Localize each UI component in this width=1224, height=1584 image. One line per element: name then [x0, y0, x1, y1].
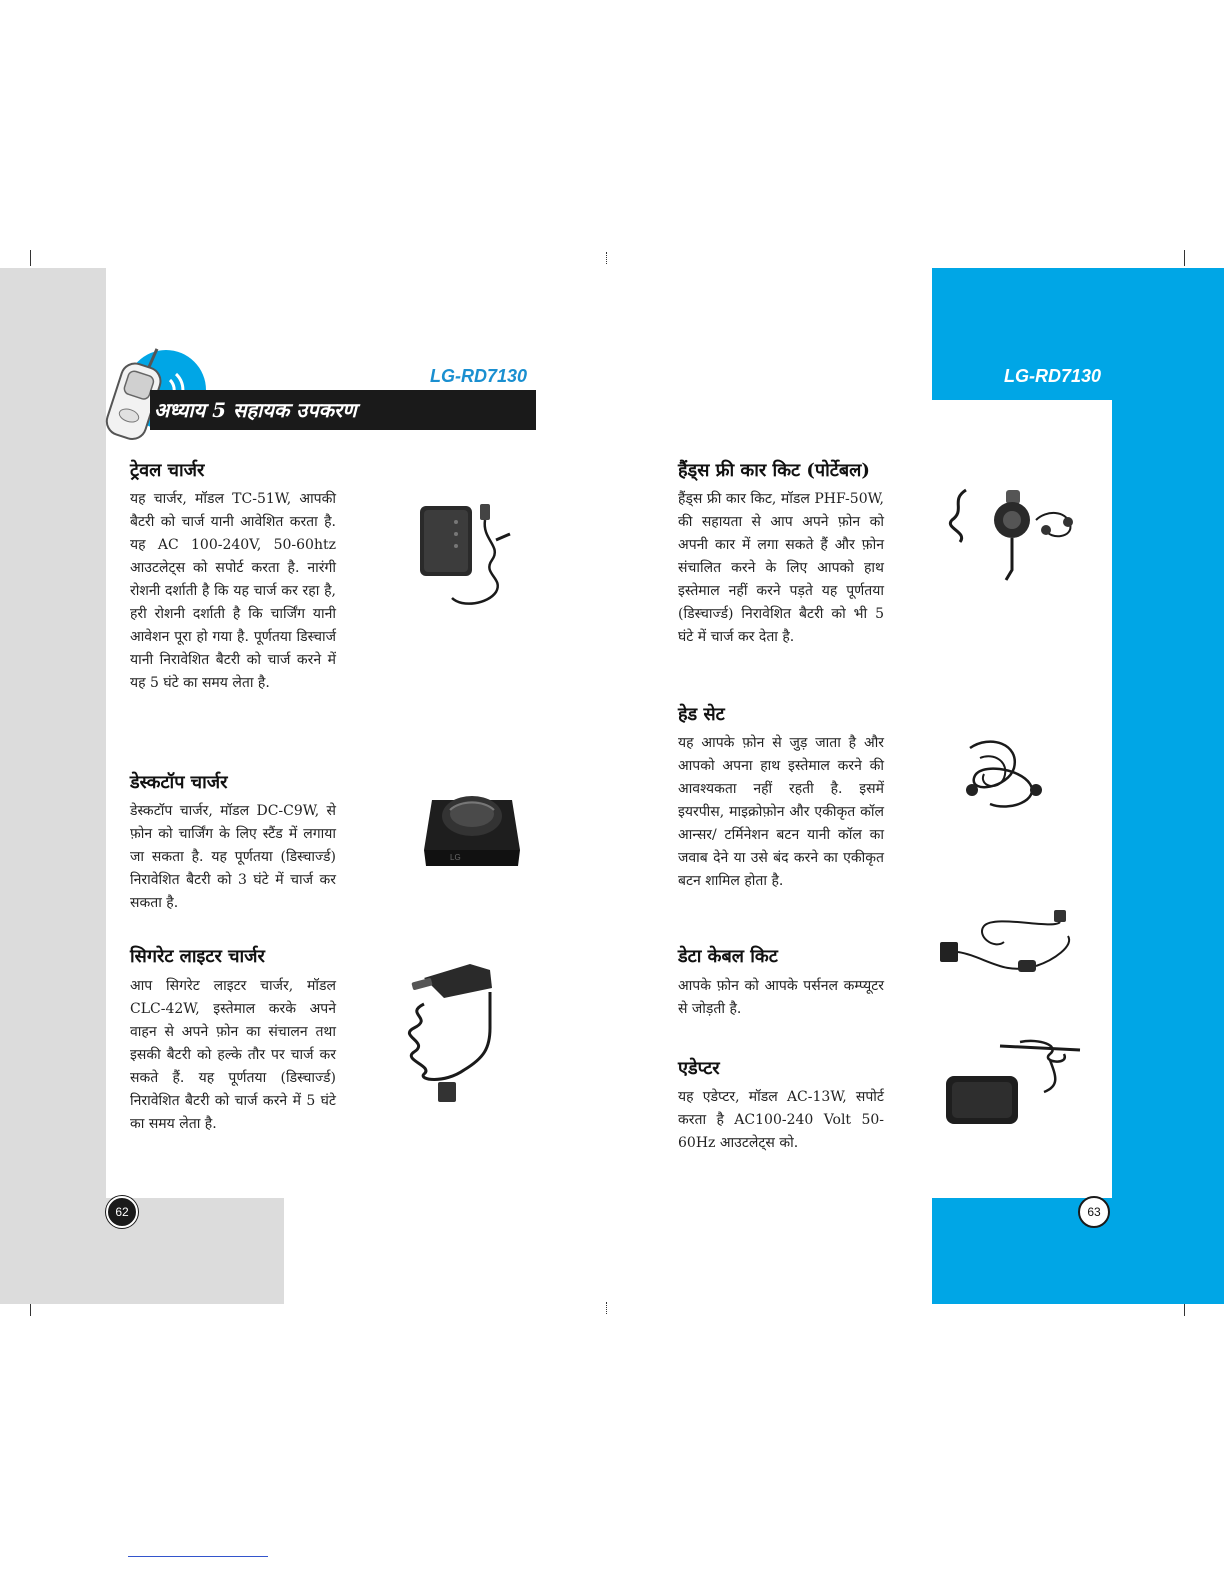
adapter-image [940, 1036, 1084, 1132]
svg-text:LG: LG [450, 853, 461, 862]
crop-mark [30, 250, 31, 266]
cigarette-lighter-charger-image [404, 958, 504, 1108]
section-heading: सिगरेट लाइटर चार्जर [130, 946, 265, 967]
model-label: LG-RD7130 [430, 366, 528, 386]
section-body: यह आपके फ़ोन से जुड़ जाता है और आपको अपना हाथ इस्तेमाल करने की आवश्यकता नहीं रहती है. इसमें इयरपीस, माइक्रोफ़ोन और एकीकृत कॉल आन्सर/ टर्मिनेशन बटन यानी कॉल का जवाब देने या उसे बंद करने का एकीकृत बटन शामिल होता है. [678, 735, 884, 889]
section-body: आप सिगरेट लाइटर चार्जर, मॉडल CLC-42W, इस्तेमाल करके अपने वाहन से अपने फ़ोन का संचालन तथा इसकी बैटरी को हल्के तौर पर चार्ज कर सकते हैं. यह पूर्णतया (डिस्चार्ज्ड) निरावेशित बैटरी को चार्ज करने में 5 घंटे का समय लेता है. [130, 978, 336, 1132]
section-body: हैंड्स फ्री कार किट, मॉडल PHF-50W, की सहायता से आप अपने फ़ोन को अपनी कार में लगा सकते हैं और फ़ोन संचालित करने के लिए आपको हाथ इस्तेमाल नहीं करने पड़ते यह पूर्णतया (डिस्चार्ज्ड) निरावेशित बैटरी को भी 5 घंटे में चार्ज कर देता है. [678, 491, 884, 645]
page-number: 62 [106, 1196, 138, 1228]
section-heading: हैंड्स फ्री कार किट (पोर्टेबल) [678, 460, 870, 481]
section-body: यह चार्जर, मॉडल TC-51W, आपकी बैटरी को चार्ज यानी आवेशित करता है. यह AC 100-240V, 50-60htz आउटलेट्स को सपोर्ट करता है. नारंगी रोशनी दर्शाती है कि यह चार्ज कर रहा है, हरी रोशनी दर्शाती है कि चार्जिंग यानी आवेशन पूरा हो गया है. पूर्णतया डिस्चार्ज यानी निरावेशित बैटरी को चार्ज करने में यह 5 घंटे का समय लेता है. [130, 491, 336, 691]
crop-mark [1184, 250, 1185, 266]
section-body: यह एडेप्टर, मॉडल AC-13W, सपोर्ट करता है AC100-240 Volt 50-60Hz आउटलेट्स को. [678, 1089, 884, 1151]
headset-image [950, 738, 1054, 818]
section-heading: एडेप्टर [678, 1058, 720, 1079]
section-heading: हेड सेट [678, 704, 725, 725]
section-body: डेस्कटॉप चार्जर, मॉडल DC-C9W, से फ़ोन को चार्जिंग के लिए स्टैंड में लगाया जा सकता है. यह पूर्णतया (डिस्चार्ज्ड) निरावेशित बैटरी को 3 घंटे में चार्ज कर सकता है. [130, 803, 336, 911]
footer-rule [128, 1556, 268, 1557]
section-heading: डेटा केबल किट [678, 946, 778, 967]
travel-charger-image [412, 500, 522, 612]
crop-mark [606, 252, 608, 264]
section-body: आपके फ़ोन को आपके पर्सनल कम्प्यूटर से जोड़ती है. [678, 978, 884, 1017]
page-number: 63 [1078, 1196, 1110, 1228]
crop-mark [606, 1302, 608, 1314]
handsfree-car-kit-image [946, 480, 1086, 584]
model-label: LG-RD7130 [1004, 366, 1102, 386]
section-heading: ट्रेवल चार्जर [130, 460, 205, 481]
chapter-title: अध्याय 5 सहायक उपकरण [150, 390, 536, 430]
desktop-charger-image [420, 780, 524, 874]
section-heading: डेस्कटॉप चार्जर [130, 772, 228, 793]
data-cable-image [934, 906, 1084, 986]
